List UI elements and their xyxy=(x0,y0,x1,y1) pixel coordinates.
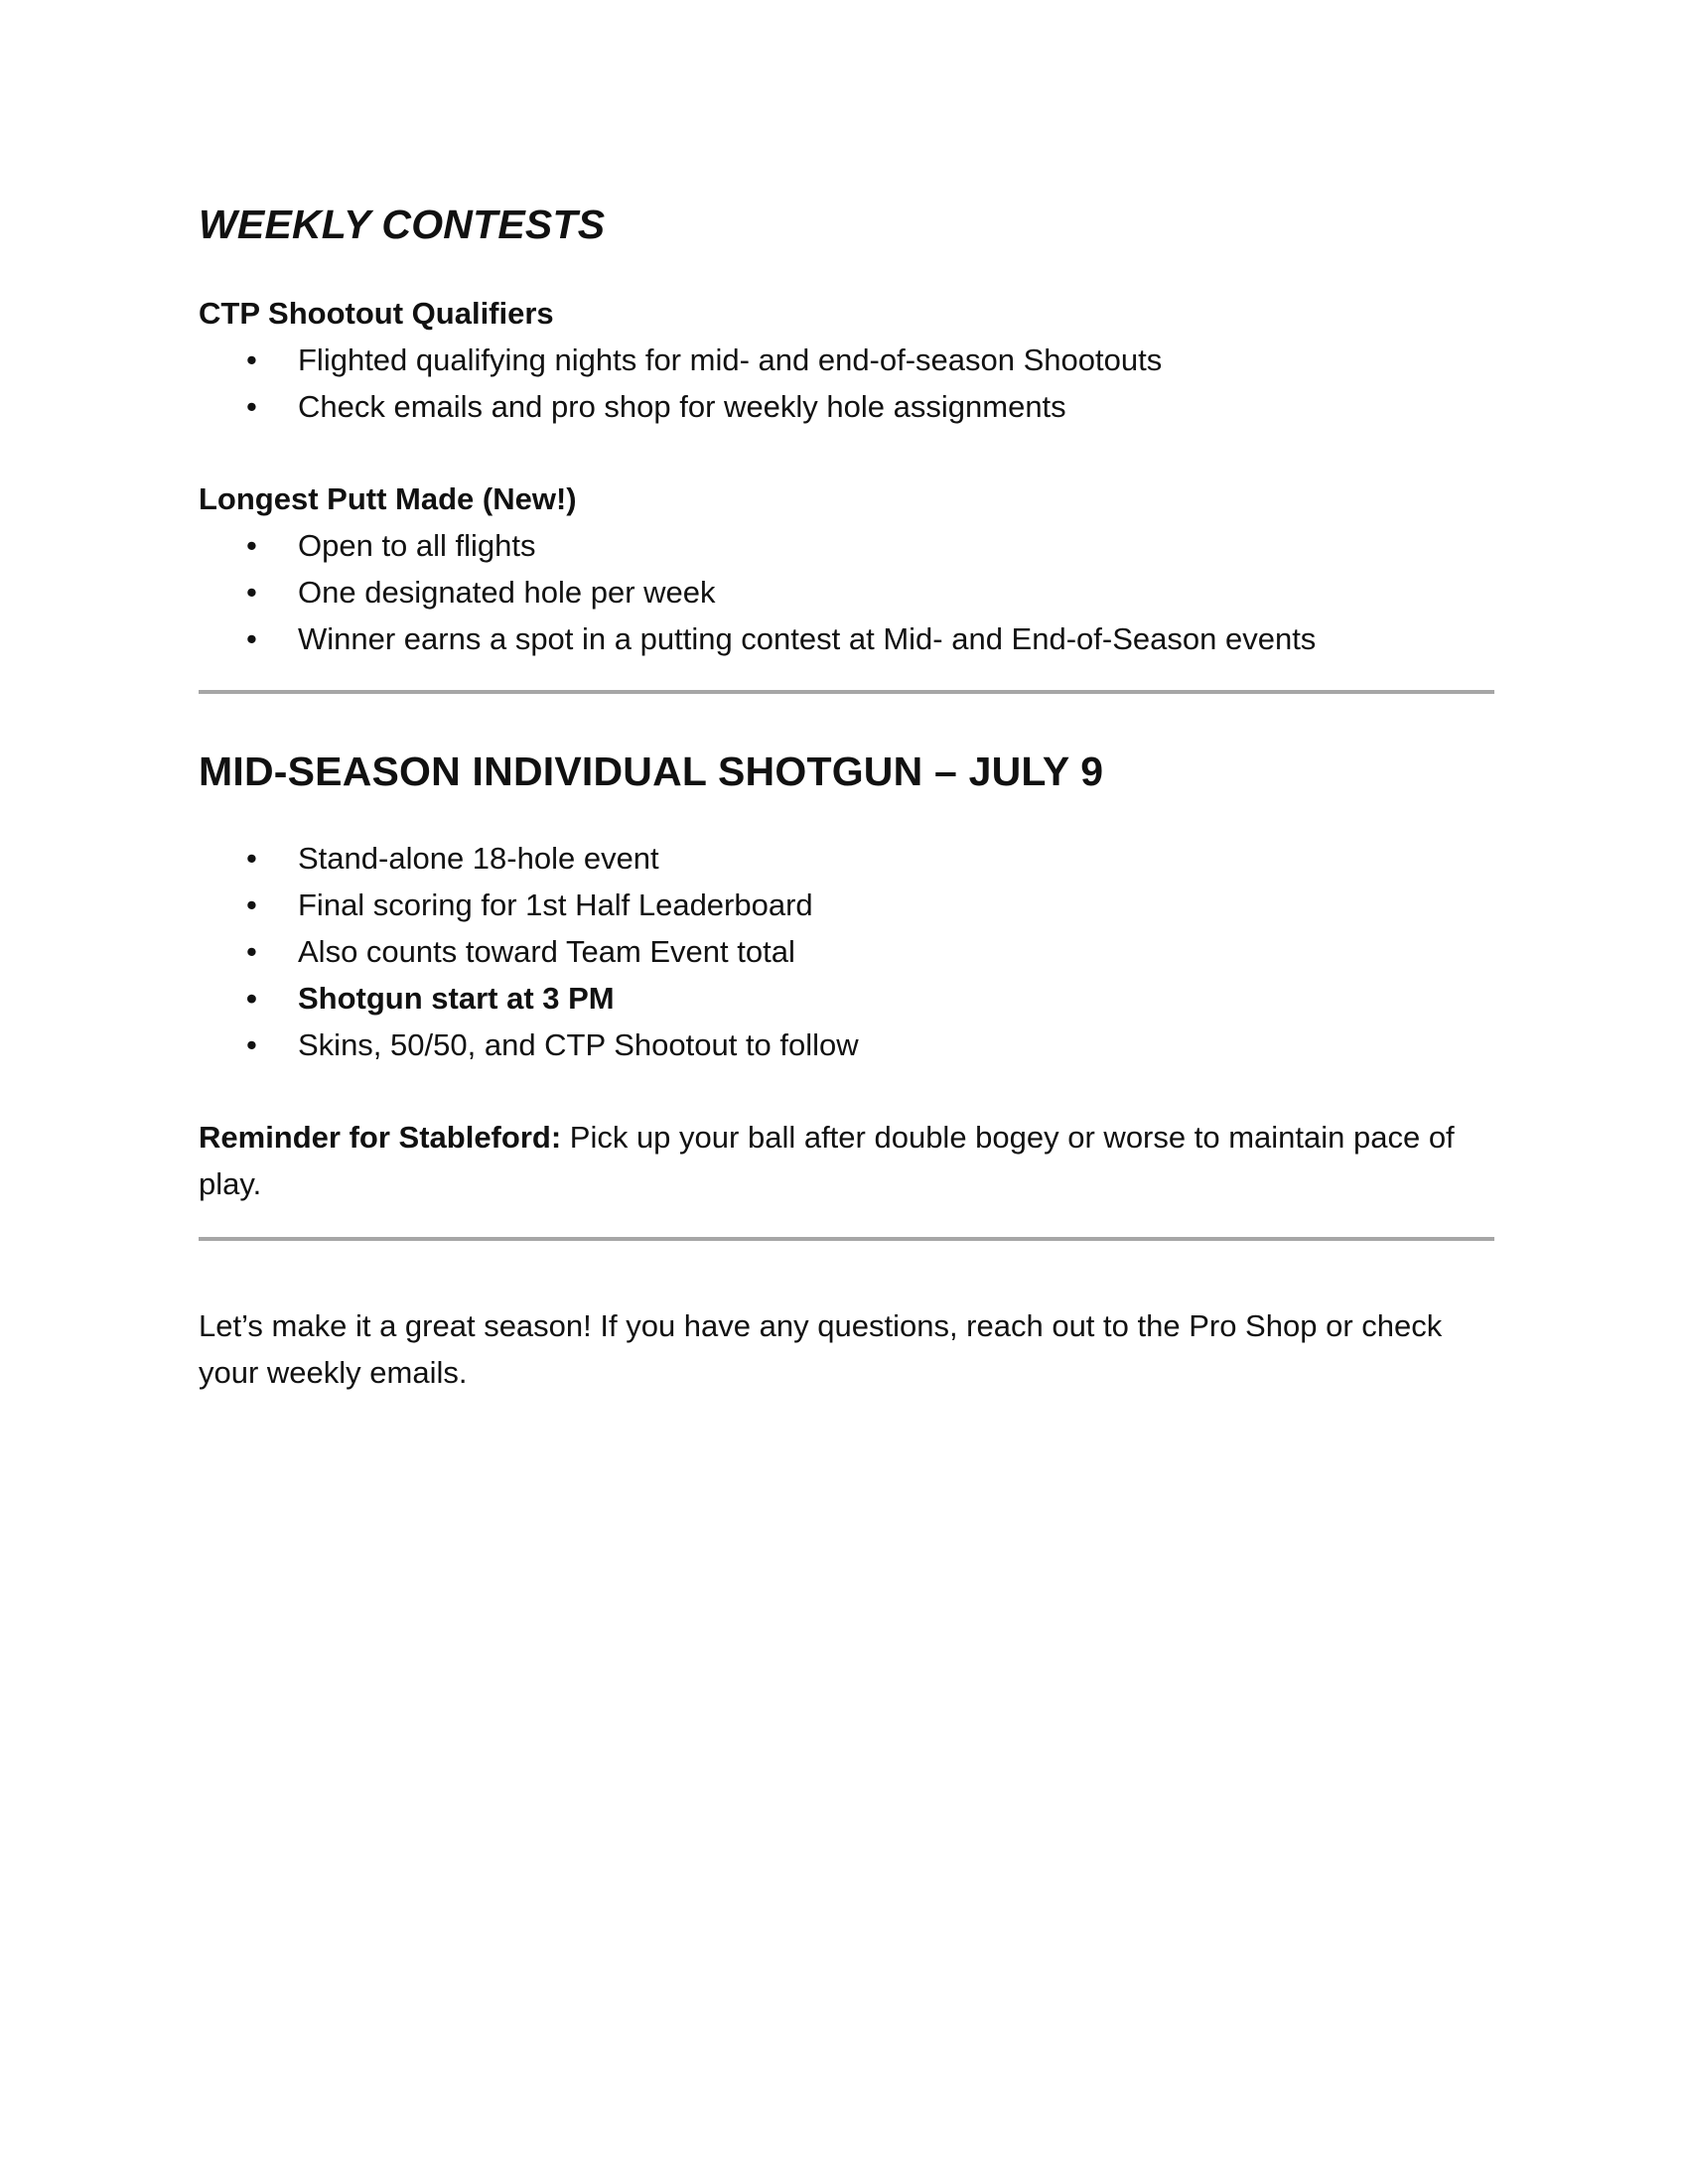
putt-heading: Longest Putt Made (New!) xyxy=(199,481,577,516)
bullet-icon: • xyxy=(246,1027,257,1062)
bullet-icon: • xyxy=(246,981,257,1016)
ctp-heading: CTP Shootout Qualifiers xyxy=(199,296,554,331)
list-item: • Shotgun start at 3 PM xyxy=(199,975,1489,1022)
reminder-text: Pick up your ball after double bogey or worse to maintain pace of play. xyxy=(199,1120,1455,1201)
bullet-icon: • xyxy=(246,621,257,656)
bullet-icon: • xyxy=(246,841,257,876)
section-divider xyxy=(199,1237,1494,1241)
bullet-icon: • xyxy=(246,389,257,424)
bullet-icon: • xyxy=(246,575,257,610)
ctp-list xyxy=(199,337,1489,430)
document-content xyxy=(199,199,1489,1396)
list-item: • One designated hole per week xyxy=(199,569,1489,615)
closing-paragraph: Let’s make it a great season! If you have any questions, reach out to the Pro Shop or check your weekly emails. xyxy=(199,1308,1443,1390)
mid-season-list xyxy=(199,835,1489,1068)
ctp-section xyxy=(199,290,1489,430)
reminder-lead: Reminder for Stableford: xyxy=(199,1120,562,1155)
bullet-icon: • xyxy=(246,528,257,563)
list-item: • Final scoring for 1st Half Leaderboard xyxy=(199,882,1489,928)
list-item: • Winner earns a spot in a putting contest at Mid- and End-of-Season events xyxy=(199,615,1489,662)
list-item: • Check emails and pro shop for weekly hole assignments xyxy=(199,383,1489,430)
list-item: • Stand-alone 18-hole event xyxy=(199,835,1489,882)
weekly-contests-title: WEEKLY CONTESTS xyxy=(199,202,606,247)
stableford-reminder xyxy=(199,1114,1479,1207)
bullet-icon: • xyxy=(246,342,257,377)
list-item: • Flighted qualifying nights for mid- and end-of-season Shootouts xyxy=(199,337,1489,383)
putt-section xyxy=(199,476,1489,662)
list-item: • Also counts toward Team Event total xyxy=(199,928,1489,975)
section-divider xyxy=(199,690,1494,694)
list-item: • Skins, 50/50, and CTP Shootout to follow xyxy=(199,1022,1489,1068)
putt-list xyxy=(199,522,1489,662)
bullet-icon: • xyxy=(246,887,257,922)
list-item: • Open to all flights xyxy=(199,522,1489,569)
mid-season-title: MID-SEASON INDIVIDUAL SHOTGUN – JULY 9 xyxy=(199,749,1104,794)
bullet-icon: • xyxy=(246,934,257,969)
